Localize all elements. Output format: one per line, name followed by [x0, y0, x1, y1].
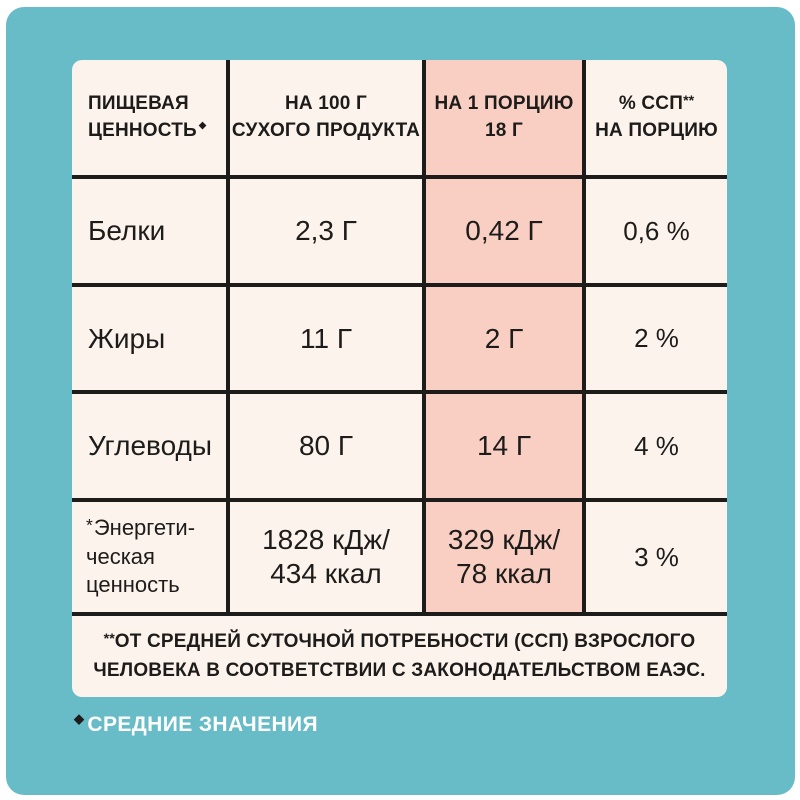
- header-line: [88, 91, 226, 118]
- double-asterisk-icon: **: [683, 92, 695, 109]
- row-label-energy: [72, 498, 230, 612]
- energy-label-line: [86, 543, 226, 572]
- footnote-line: [84, 657, 715, 686]
- avg-values-note: [74, 711, 318, 737]
- header-cell-nutrition-value: [72, 60, 230, 175]
- energy-label-text: ческая: [86, 543, 155, 569]
- proteins-pct-rsp: 0,6 %: [586, 175, 727, 283]
- header-text: 18 Г: [485, 119, 523, 141]
- header-line: [230, 118, 422, 145]
- fats-per-portion: 2 Г: [426, 283, 586, 390]
- fats-per-100g: 11 Г: [230, 283, 426, 390]
- header-cell-pct-rsp: [586, 60, 727, 175]
- header-line: [230, 91, 422, 118]
- diamond-icon: ◆: [198, 120, 207, 132]
- row-label-carbohydrates: Углеводы: [72, 390, 230, 498]
- energy-pct-rsp: 3 %: [586, 498, 727, 612]
- diamond-icon: ◆: [74, 711, 85, 726]
- header-line: [426, 91, 582, 118]
- energy-value-line: [426, 557, 582, 591]
- avg-values-note-text: СРЕДНИЕ ЗНАЧЕНИЯ: [87, 713, 319, 736]
- header-text: НА ПОРЦИЮ: [595, 119, 718, 141]
- energy-label-text: ценность: [86, 572, 180, 598]
- energy-label-line: [86, 571, 226, 600]
- header-text: НА 1 ПОРЦИЮ: [434, 92, 574, 114]
- energy-value-text: 78 ккал: [456, 558, 552, 589]
- carbohydrates-per-portion: 14 Г: [426, 390, 586, 498]
- nutrition-table: [72, 60, 727, 697]
- energy-label-line: [86, 514, 226, 543]
- proteins-per-portion: 0,42 Г: [426, 175, 586, 283]
- energy-per-100g: [230, 498, 426, 612]
- row-label-proteins: Белки: [72, 175, 230, 283]
- double-asterisk-icon: **: [103, 631, 115, 647]
- header-text: ЦЕННОСТЬ: [88, 119, 197, 141]
- asterisk-icon: *: [86, 515, 93, 536]
- row-label-fats: Жиры: [72, 283, 230, 390]
- energy-per-portion: [426, 498, 586, 612]
- header-line: [88, 118, 226, 145]
- header-cell-per-100g: [230, 60, 426, 175]
- header-text: ПИЩЕВАЯ: [88, 92, 189, 114]
- header-line: [426, 118, 582, 145]
- energy-value-line: [426, 523, 582, 557]
- table-footnote: [72, 612, 727, 697]
- energy-label-text: Энергети-: [93, 515, 196, 541]
- energy-value-text: 434 ккал: [270, 558, 382, 589]
- footnote-line: [84, 628, 715, 657]
- energy-value-text: 329 кДж/: [447, 524, 561, 556]
- header-text: СУХОГО ПРОДУКТА: [231, 119, 421, 141]
- header-line: [586, 91, 727, 118]
- header-cell-per-portion: [426, 60, 586, 175]
- energy-value-line: [230, 523, 422, 557]
- carbohydrates-pct-rsp: 4 %: [586, 390, 727, 498]
- fats-pct-rsp: 2 %: [586, 283, 727, 390]
- energy-value-line: [230, 557, 422, 591]
- energy-value-text: 1828 кДж/: [262, 524, 390, 556]
- header-text: НА 100 Г: [284, 92, 368, 114]
- proteins-per-100g: 2,3 Г: [230, 175, 426, 283]
- header-text: % ССП: [618, 92, 684, 114]
- teal-card: [6, 7, 795, 795]
- header-line: [586, 118, 727, 145]
- footnote-text: ЧЕЛОВЕКА В СООТВЕТСТВИИ С ЗАКОНОДАТЕЛЬСТВОМ ЕАЭС.: [93, 659, 706, 681]
- carbohydrates-per-100g: 80 Г: [230, 390, 426, 498]
- footnote-text: ОТ СРЕДНЕЙ СУТОЧНОЙ ПОТРЕБНОСТИ (ССП) ВЗРОСЛОГО: [114, 631, 696, 652]
